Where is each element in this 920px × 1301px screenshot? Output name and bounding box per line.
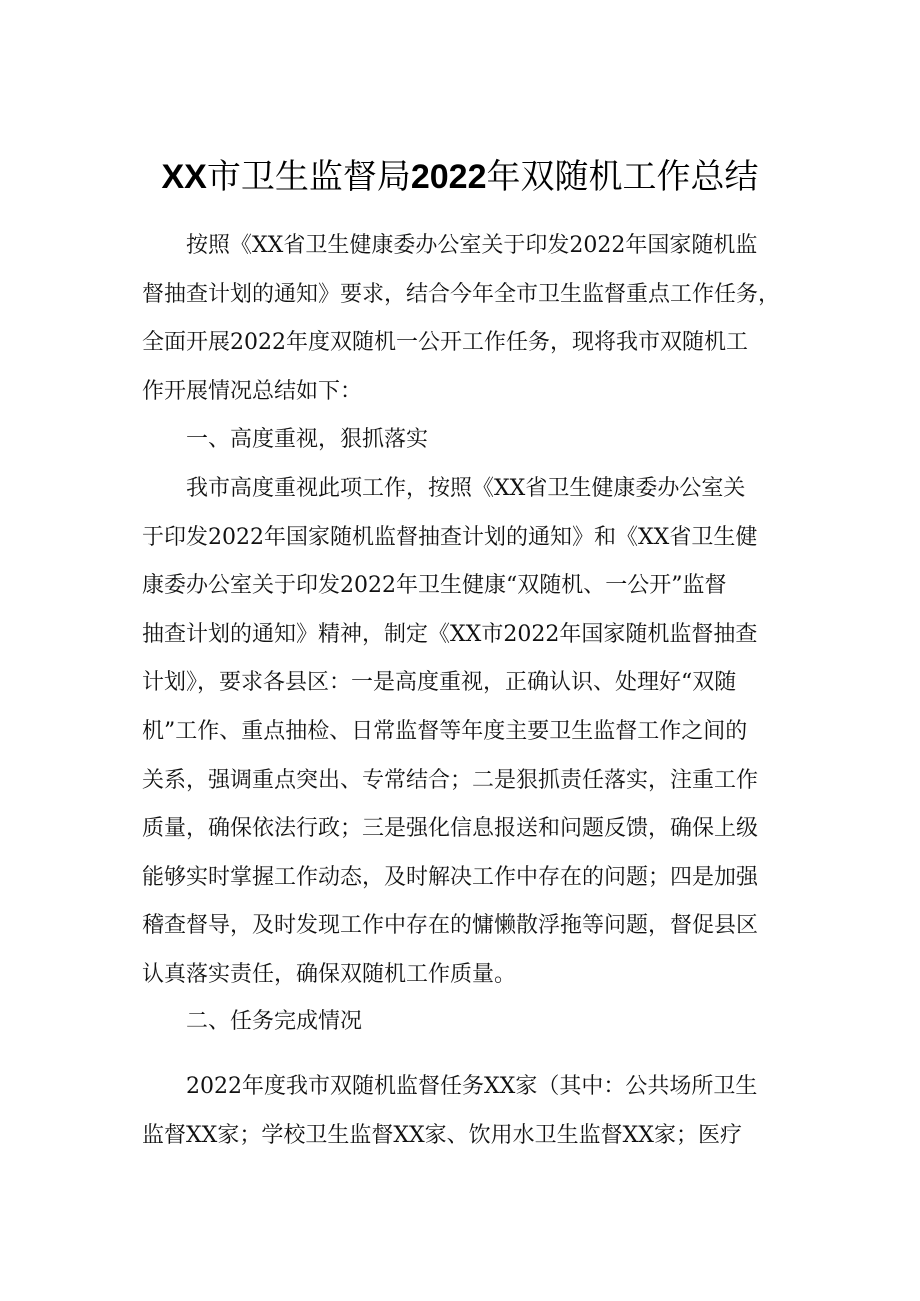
title-prefix: XX bbox=[161, 157, 207, 196]
document-title bbox=[0, 155, 920, 199]
paragraph-line: 认真落实责任，确保双随机工作质量。 bbox=[142, 961, 517, 987]
heading-text: 二、任务完成情况 bbox=[186, 1009, 363, 1034]
paragraph-line: 监督XX家；学校卫生监督XX家、饮用水卫生监督XX家；医疗 bbox=[142, 1122, 742, 1148]
paragraph-intro bbox=[142, 222, 782, 416]
title-mid: 市卫生监督局 bbox=[206, 156, 411, 197]
paragraph-line: 计划》，要求各县区：一是高度重视，正确认识、处理好“双随 bbox=[142, 670, 737, 696]
heading-text: 一、高度重视，狠抓落实 bbox=[186, 427, 429, 452]
paragraph-line: 机”工作、重点抽检、日常监督等年度主要卫生监督工作之间的 bbox=[142, 718, 748, 744]
section-heading-1 bbox=[142, 416, 782, 465]
paragraph-line: 督抽查计划的通知》要求，结合今年全市卫生监督重点工作任务， bbox=[142, 281, 781, 307]
paragraph-line: 康委办公室关于印发2022年卫生健康“双随机、一公开”监督 bbox=[142, 573, 727, 599]
paragraph-line: 于印发2022年国家随机监督抽查计划的通知》和《XX省卫生健 bbox=[142, 524, 758, 550]
paragraph-line: 抽查计划的通知》精神，制定《XX市2022年国家随机监督抽查 bbox=[142, 621, 758, 647]
paragraph-line: 稽查督导，及时发现工作中存在的慵懒散浮拖等问题，督促县区 bbox=[142, 913, 759, 939]
paragraph-section-1 bbox=[142, 465, 782, 1000]
title-year: 2022 bbox=[410, 157, 487, 196]
paragraph-line: 能够实时掌握工作动态，及时解决工作中存在的问题；四是加强 bbox=[142, 864, 759, 890]
paragraph-section-2 bbox=[142, 1063, 782, 1160]
paragraph-line: 2022年度我市双随机监督任务XX家（其中：公共场所卫生 bbox=[186, 1074, 758, 1099]
paragraph-line: 按照《XX省卫生健康委办公室关于印发2022年国家随机监 bbox=[186, 233, 758, 258]
paragraph-line: 作开展情况总结如下： bbox=[142, 378, 363, 404]
paragraph-line: 关系，强调重点突出、专常结合；二是狠抓责任落实，注重工作 bbox=[142, 767, 759, 793]
paragraph-line: 全面开展2022年度双随机一公开工作任务，现将我市双随机工 bbox=[142, 330, 748, 356]
paragraph-line: 我市高度重视此项工作，按照《XX省卫生健康委办公室关 bbox=[186, 476, 746, 501]
title-suffix: 年双随机工作总结 bbox=[486, 156, 759, 197]
paragraph-line: 质量，确保依法行政；三是强化信息报送和问题反馈，确保上级 bbox=[142, 816, 759, 842]
section-heading-2 bbox=[142, 998, 782, 1047]
